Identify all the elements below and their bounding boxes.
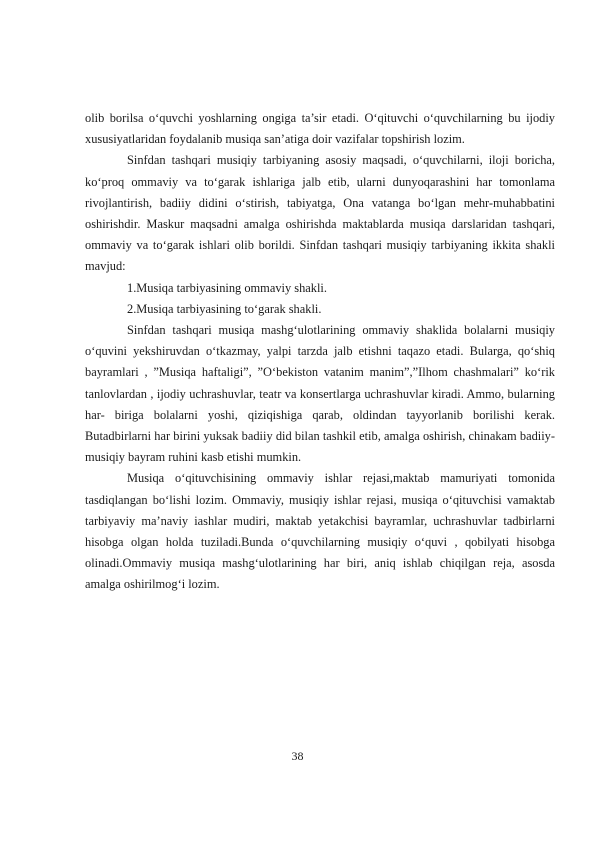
list-item-mass-form: 1.Musiqa tarbiyasining ommaviy shakli.: [127, 280, 327, 295]
page-number: 38: [291, 749, 304, 763]
paragraph-goal: Sinfdan tashqari musiqiy tarbiyaning asosiy maqsadi, o‘quvchilarni, iloji boricha, ko‘proq ommaviy va to‘garak ishlariga jalb etib, ularni dunyoqarashini har tomonlama rivojlantirish, badiiy didini o‘stirish, tabiyatga, Ona vatanga bo‘lgan mehr-muhabbatini oshirishdir. Maskur maqsadni amalga oshirishda maktablarda musiqa darslaridan tashqari, ommaviy va to‘garak ishlari olib borildi. Sinfdan tashqari musiqiy tarbiyaning ikkita shakli mavjud:: [85, 153, 555, 274]
paragraph-teacher-plan: Musiqa o‘qituvchisining ommaviy ishlar rejasi,maktab mamuriyati tomonida tasdiqlangan bo‘lishi lozim. Ommaviy, musiqiy ishlar rejasi, musiqa o‘qituvchisi vamaktab tarbiyaviy ma’naviy iashlar mudiri, maktab yetakchisi bayramlar, uchrashuvlar tadbirlarni hisobga olgan holda tuziladi.Bunda o‘quvchilarning musiqiy o‘quvi , qobilyati hisobga olinadi.Ommaviy musiqa mashg‘ulotlarining har biri, aniq ishlab chiqilgan reja, asosda amalga oshirilmog‘i lozim.: [85, 471, 555, 592]
paragraph-continuation: olib borilsa o‘quvchi yoshlarning ongiga ta’sir etadi. O‘qituvchi o‘quvchilarning bu ijodiy xususiyatlaridan foydalanib musiqa san’atiga doir vazifalar topshirish lozim.: [85, 111, 555, 147]
list-item-club-form: 2.Musiqa tarbiyasining to‘garak shakli.: [127, 301, 322, 316]
page-body: [85, 108, 555, 596]
paragraph-mass-activities: Sinfdan tashqari musiqa mashg‘ulotlarining ommaviy shaklida bolalarni musiqiy o‘quvini yekshiruvdan o‘tkazmay, yalpi tarzda jalb etishni taqazo etadi. Bularga, qo‘shiq bayramlari , ”Musiqa haftaligi”, ”O‘bekiston vatanim manim”,”Ilhom chashmalari” ko‘rik tanlovlardan , ijodiy uchrashuvlar, teatr va konsertlarga uchrashuvlar kiradi. Ammo, bularning har- biriga bolalarni yoshi, qiziqishiga qarab, oldindan tayyorlanib borilishi kerak. Butadbirlarni har birini yuksak badiiy did bilan tashkil etib, amalga oshirish, chinakam badiiy- musiqiy bayram ruhini kasb etishi mumkin.: [85, 323, 555, 465]
